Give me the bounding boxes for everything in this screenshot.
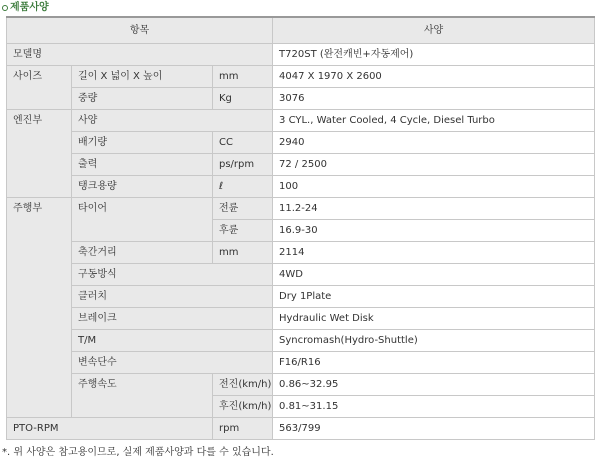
row-unit: mm bbox=[213, 66, 273, 88]
row-category: 주행부 bbox=[7, 198, 72, 418]
table-row bbox=[7, 418, 595, 440]
table-header-row bbox=[7, 17, 595, 44]
row-unit: mm bbox=[213, 242, 273, 264]
row-value: Dry 1Plate bbox=[273, 286, 595, 308]
row-label: 출력 bbox=[72, 154, 213, 176]
row-unit: CC bbox=[213, 132, 273, 154]
row-category: 엔진부 bbox=[7, 110, 72, 198]
row-value: 4047 X 1970 X 2600 bbox=[273, 66, 595, 88]
row-label: 배기량 bbox=[72, 132, 213, 154]
row-label: T/M bbox=[72, 330, 273, 352]
row-value: F16/R16 bbox=[273, 352, 595, 374]
section-title bbox=[2, 2, 49, 14]
row-label: 주행속도 bbox=[72, 374, 213, 418]
header-item: 항목 bbox=[7, 17, 273, 44]
row-label: 타이어 bbox=[72, 198, 213, 242]
row-label: 클러치 bbox=[72, 286, 273, 308]
table-row bbox=[7, 286, 595, 308]
table-row bbox=[7, 352, 595, 374]
table-row bbox=[7, 110, 595, 132]
table-row bbox=[7, 330, 595, 352]
row-value: 16.9-30 bbox=[273, 220, 595, 242]
row-value: Hydraulic Wet Disk bbox=[273, 308, 595, 330]
footnote: *. 위 사양은 참고용이므로, 실제 제품사양과 다를 수 있습니다. bbox=[2, 447, 274, 458]
row-label: 길이 X 넓이 X 높이 bbox=[72, 66, 213, 88]
section-title-text: 제품사양 bbox=[10, 2, 49, 13]
row-unit: 전진(km/h) bbox=[213, 374, 273, 396]
bullet-circle-icon bbox=[2, 5, 8, 11]
row-value: T720ST (완전캐빈+자동제어) bbox=[273, 44, 595, 66]
row-label: 탱크용량 bbox=[72, 176, 213, 198]
row-label: 변속단수 bbox=[72, 352, 273, 374]
row-unit: rpm bbox=[213, 418, 273, 440]
row-label: 축간거리 bbox=[72, 242, 213, 264]
row-label: 구동방식 bbox=[72, 264, 273, 286]
table-row bbox=[7, 176, 595, 198]
table-row bbox=[7, 132, 595, 154]
row-value: 3 CYL., Water Cooled, 4 Cycle, Diesel Turbo bbox=[273, 110, 595, 132]
table-row bbox=[7, 88, 595, 110]
row-label: 중량 bbox=[72, 88, 213, 110]
row-unit: Kg bbox=[213, 88, 273, 110]
row-value: 563/799 bbox=[273, 418, 595, 440]
row-value: 100 bbox=[273, 176, 595, 198]
row-unit: 후진(km/h) bbox=[213, 396, 273, 418]
row-value: 4WD bbox=[273, 264, 595, 286]
row-unit: 전륜 bbox=[213, 198, 273, 220]
table-row bbox=[7, 308, 595, 330]
row-label: PTO-RPM bbox=[7, 418, 213, 440]
row-value: 0.81~31.15 bbox=[273, 396, 595, 418]
spec-table bbox=[6, 16, 595, 440]
row-label: 사양 bbox=[72, 110, 273, 132]
row-category: 사이즈 bbox=[7, 66, 72, 110]
header-spec: 사양 bbox=[273, 17, 595, 44]
row-unit: ps/rpm bbox=[213, 154, 273, 176]
row-label: 모델명 bbox=[7, 44, 273, 66]
row-value: 3076 bbox=[273, 88, 595, 110]
row-label: 브레이크 bbox=[72, 308, 273, 330]
row-value: 2940 bbox=[273, 132, 595, 154]
table-row bbox=[7, 242, 595, 264]
row-value: 11.2-24 bbox=[273, 198, 595, 220]
table-row bbox=[7, 264, 595, 286]
row-value: 2114 bbox=[273, 242, 595, 264]
row-value: 0.86~32.95 bbox=[273, 374, 595, 396]
row-value: 72 / 2500 bbox=[273, 154, 595, 176]
table-row bbox=[7, 44, 595, 66]
table-row bbox=[7, 154, 595, 176]
table-row bbox=[7, 66, 595, 88]
table-row bbox=[7, 374, 595, 396]
row-value: Syncromash(Hydro-Shuttle) bbox=[273, 330, 595, 352]
row-unit: 후륜 bbox=[213, 220, 273, 242]
table-row bbox=[7, 198, 595, 220]
row-unit: ℓ bbox=[213, 176, 273, 198]
